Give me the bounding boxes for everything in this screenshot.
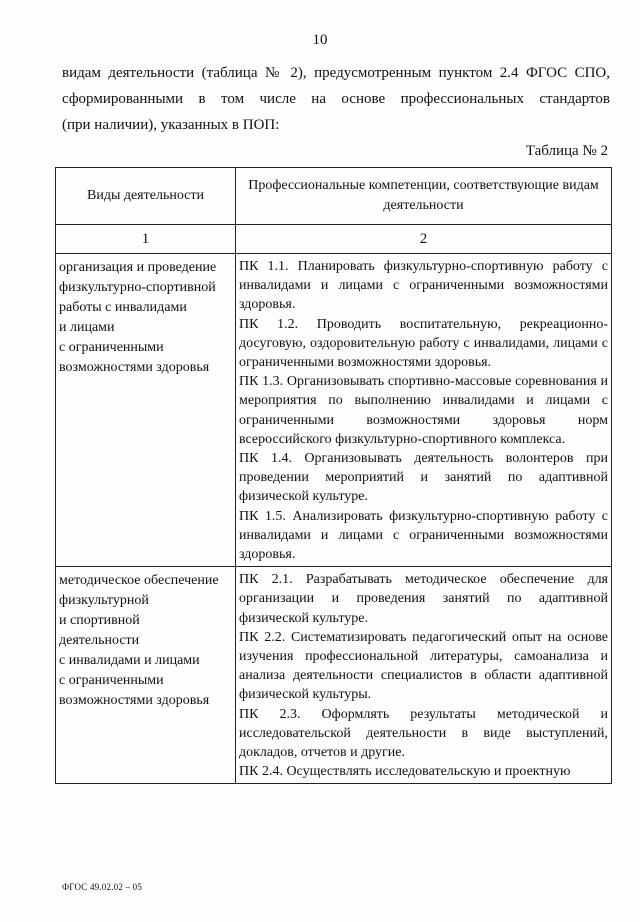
activity-line: организация и проведение	[59, 260, 217, 275]
activity-line: возможностями здоровья	[59, 693, 210, 709]
competency-table	[55, 167, 612, 784]
header-competencies: Профессиональные компетенции, соответствующие видам деятельности	[236, 168, 612, 225]
activity-line: и спортивной	[59, 613, 140, 629]
intro-line: видам деятельности (таблица № 2), предусмотренным пунктом 2.4 ФГОС СПО,	[62, 65, 610, 81]
activity-cell	[56, 567, 236, 784]
competency-item: ПК 1.3. Организовывать спортивно-массовые соревнования и мероприятия по выполнению инвалидами и лицами с ограниченными возможностями здоровья норм всероссийского физкультурно-спортивного комплекса.	[239, 374, 608, 447]
footer-code: ФГОС 49.02.02 – 05	[62, 882, 143, 892]
activity-line: деятельности	[59, 633, 140, 649]
activity-line: работы с инвалидами	[59, 300, 187, 315]
competency-item: ПК 2.3. Оформлять результаты методической и исследовательской деятельности в виде выступлений, докладов, отчетов и другие.	[239, 706, 608, 761]
activity-line: с ограниченными	[59, 673, 164, 689]
activity-line: с инвалидами и лицами	[59, 653, 200, 669]
column-number-row	[56, 225, 612, 254]
column-number: 1	[56, 225, 236, 254]
competency-cell	[236, 254, 612, 567]
competency-item: ПК 1.1. Планировать физкультурно-спортивную работу с инвалидами и лицами с ограниченными возможностями здоровья.	[239, 259, 608, 313]
table-row	[56, 567, 612, 784]
header-activity: Виды деятельности	[56, 168, 236, 225]
competency-item: ПК 1.5. Анализировать физкультурно-спортивную работу с инвалидами и лицами с ограниченными возможностями здоровья.	[239, 508, 608, 563]
competency-item: ПК 2.1. Разрабатывать методическое обеспечение для организации и проведения занятий по адаптивной физической культуре.	[239, 572, 608, 626]
intro-paragraph	[62, 60, 610, 138]
table-row	[56, 254, 612, 567]
page-number: 10	[312, 32, 328, 48]
activity-line: физкультурно-спортивной	[59, 280, 216, 295]
competency-item: ПК 2.2. Систематизировать педагогический опыт на основе изучения профессиональной литературы, самоанализа и анализа деятельности специалистов в области адаптивной физической культуры.	[239, 629, 608, 703]
activity-cell	[56, 254, 236, 567]
competency-cell	[236, 567, 612, 784]
activity-line: возможностями здоровья	[59, 360, 210, 375]
activity-line: с ограниченными	[59, 340, 164, 355]
activity-line: и лицами	[59, 320, 115, 335]
competency-item: ПК 1.2. Проводить воспитательную, рекреационно-досуговую, оздоровительную работу с инвалидами, лицами с ограниченными возможностями здоровья.	[239, 316, 608, 371]
table-caption: Таблица № 2	[525, 143, 608, 159]
activity-line: физкультурной	[59, 593, 149, 609]
table-header-row	[56, 168, 612, 225]
competency-item: ПК 1.4. Организовывать деятельность волонтеров при проведении мероприятий и занятий по адаптивной физической культуре.	[239, 451, 608, 505]
intro-line: сформированными в том числе на основе профессиональных стандартов	[62, 91, 610, 107]
activity-line: методическое обеспечение	[59, 573, 219, 589]
competency-item: ПК 2.4. Осуществлять исследовательскую и проектную	[239, 764, 571, 780]
column-number: 2	[236, 225, 612, 254]
intro-line: (при наличии), указанных в ПОП:	[62, 117, 280, 133]
